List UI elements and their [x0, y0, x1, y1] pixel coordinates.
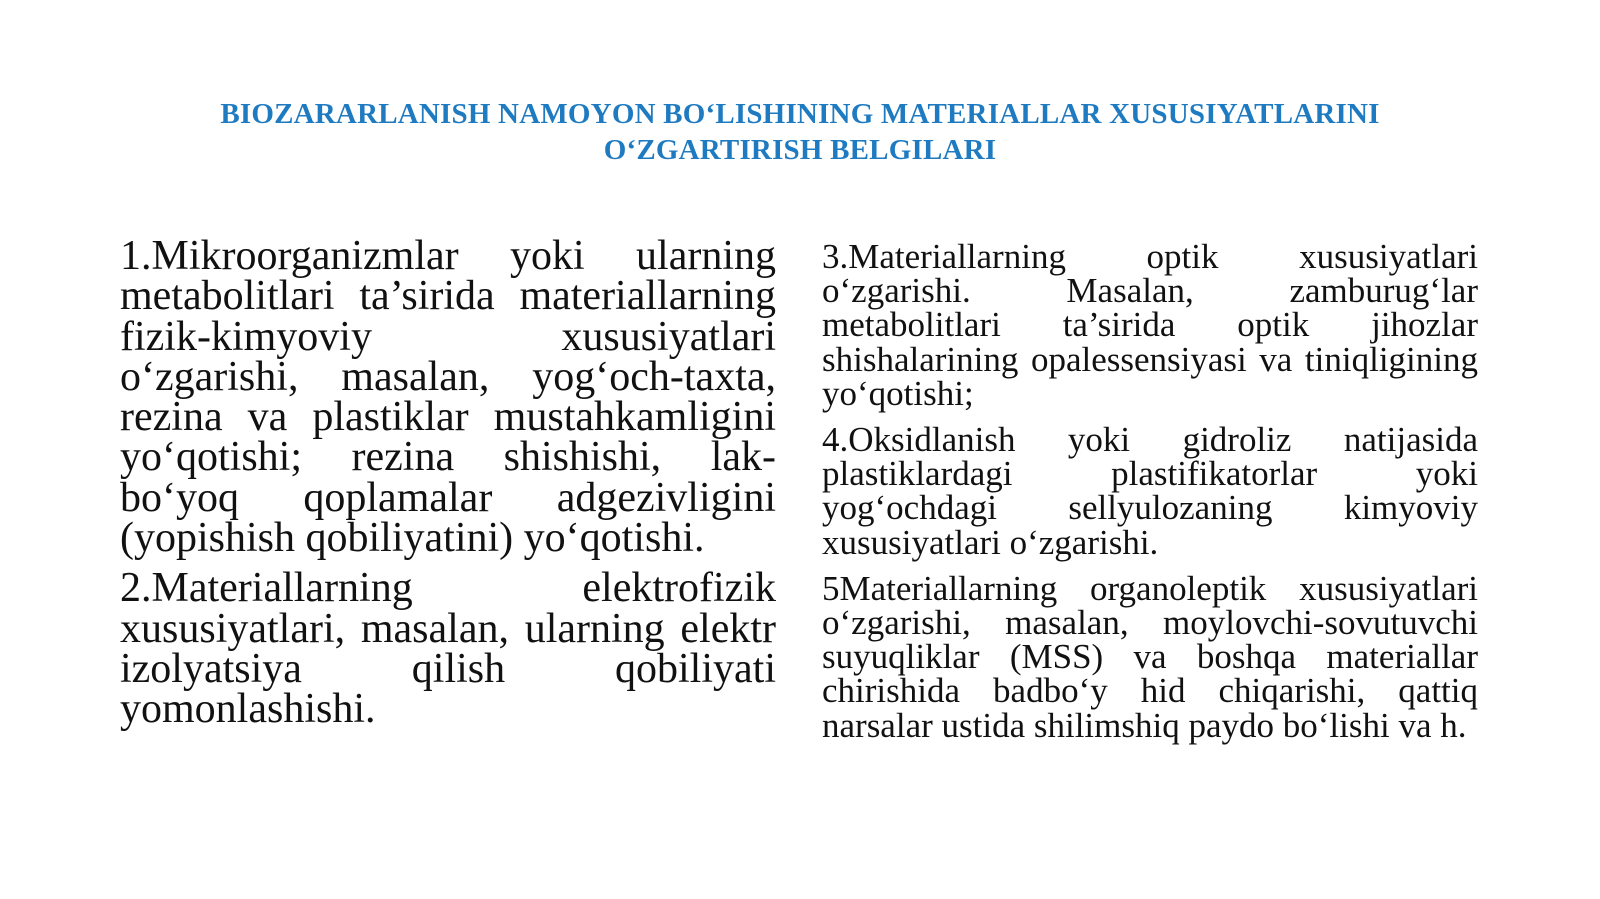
slide-title-line-1: BIOZARARLANISH NAMOYON BO‘LISHINING MATERIALLAR XUSUSIYATLARINI [220, 98, 1380, 130]
right-column [822, 237, 1478, 745]
paragraph-3: 3.Materiallarning optik xususiyatlari o‘zgarishi. Masalan, zamburug‘lar metabolitlari ta’sirida optik jihozlar shishalarining opalessensiyasi va tiniqligining yo‘qotishi; [822, 237, 1478, 413]
left-column [120, 233, 776, 733]
paragraph-4: 4.Oksidlanish yoki gidroliz natijasida plastiklardagi plastifikatorlar yoki yog‘ochdagi sellyulozaning kimyoviy xususiyatlari o‘zgarishi. [822, 420, 1478, 562]
slide-title [120, 96, 1480, 168]
paragraph-2: 2.Materiallarning elektrofizik xususiyatlari, masalan, ularning elektr izolyatsiya qilish qobiliyati yomonlashishi. [120, 565, 776, 733]
paragraph-5: 5Materiallarning organoleptik xususiyatlari o‘zgarishi, masalan, moylovchi-sovutuvchi suyuqliklar (MSS) va boshqa materiallar chirishida badbo‘y hid chiqarishi, qattiq narsalar ustida shilimshiq paydo bo‘lishi va h. [822, 568, 1478, 745]
slide-title-line-2: O‘ZGARTIRISH BELGILARI [603, 134, 997, 166]
paragraph-1: 1.Mikroorganizmlar yoki ularning metabolitlari ta’sirida materiallarning fizik-kimyoviy xususiyatlari o‘zgarishi, masalan, yog‘och-taxta, rezina va plastiklar mustahkamligini yo‘qotishi; rezina shishishi, lak-bo‘yoq qoplamalar adgezivligini (yopishish qobiliyatini) yo‘qotishi. [120, 233, 776, 562]
